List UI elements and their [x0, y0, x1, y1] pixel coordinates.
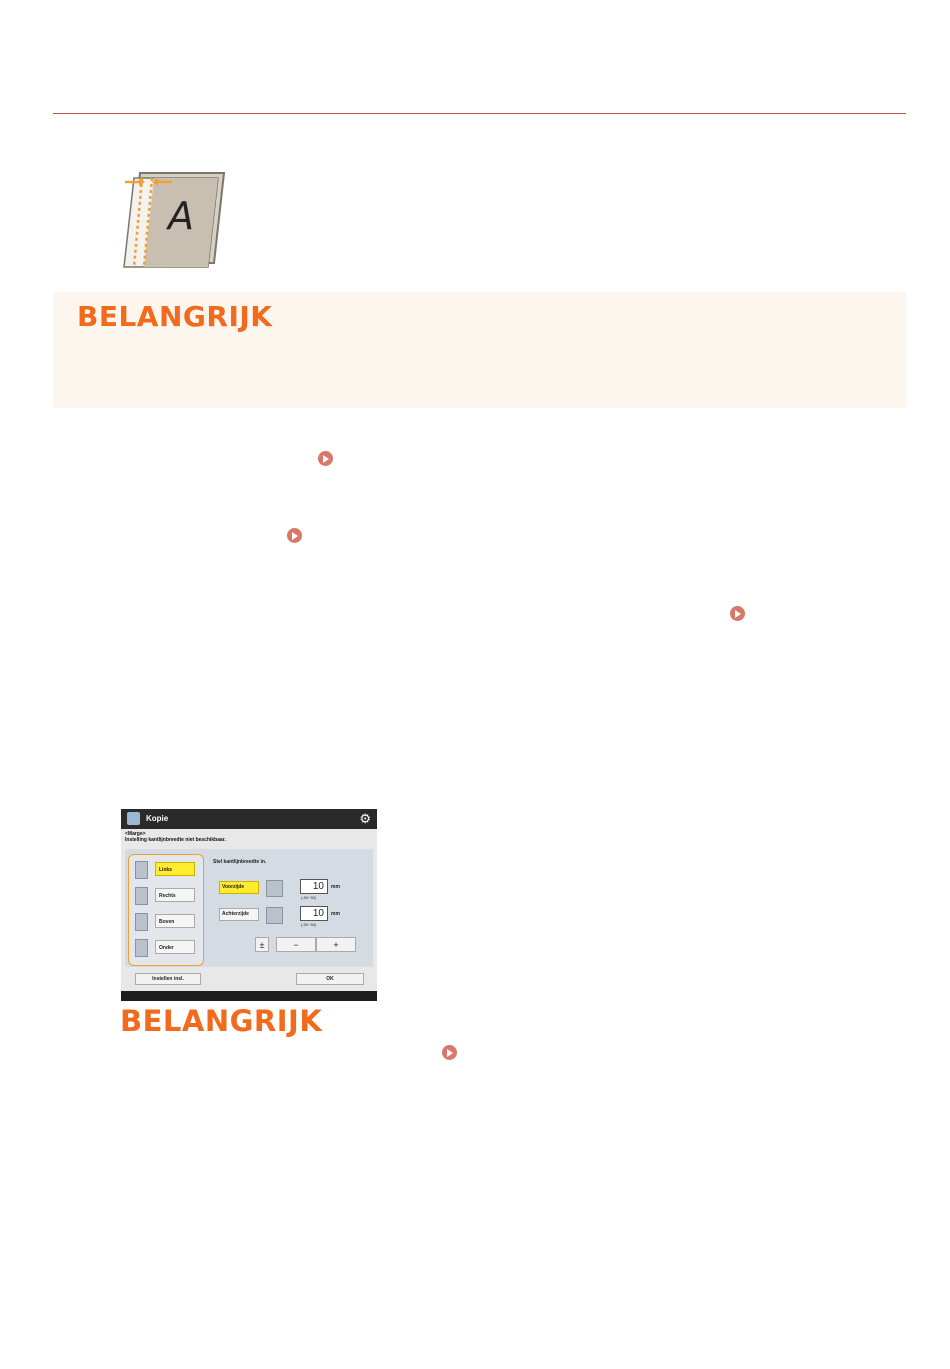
important-heading: BELANGRIJK — [77, 300, 273, 333]
back-margin-field[interactable]: 10 — [300, 906, 328, 921]
cancel-settings-button[interactable]: Instellen insl. — [135, 973, 201, 985]
page-bottom-icon — [135, 939, 148, 957]
screen-subtitle: <Marge> Instelling kantlijnbreedte niet beschikbaar. — [125, 831, 226, 843]
front-margin-field[interactable]: 10 — [300, 879, 328, 894]
page-graphic — [124, 173, 224, 267]
back-side-icon — [266, 907, 283, 924]
instruction-text: Stel kantlijnbreedte in. — [213, 859, 267, 865]
unit-label: mm — [331, 884, 340, 890]
link-arrow-icon[interactable] — [730, 606, 745, 621]
margin-values — [209, 854, 369, 964]
page-top-icon — [135, 913, 148, 931]
copy-app-icon — [127, 812, 140, 825]
front-side-icon — [266, 880, 283, 897]
increase-button[interactable]: + — [316, 937, 356, 952]
ok-button[interactable]: OK — [296, 973, 364, 985]
header-rule — [53, 113, 906, 114]
device-screenshot — [121, 809, 377, 1001]
side-option-top[interactable] — [133, 912, 199, 932]
decrease-button[interactable]: − — [276, 937, 316, 952]
page-left-icon — [135, 861, 148, 879]
link-arrow-icon[interactable] — [442, 1045, 457, 1060]
front-side-button[interactable]: Voorzijde — [219, 881, 259, 894]
side-selector — [128, 854, 204, 966]
screen-title-bar — [121, 809, 377, 829]
page-letter: A — [168, 194, 194, 238]
link-arrow-icon[interactable] — [318, 451, 333, 466]
back-side-button[interactable]: Achterzijde — [219, 908, 259, 921]
side-option-right[interactable] — [133, 886, 199, 906]
range-label: (-50~50) — [301, 922, 317, 927]
margin-illustration — [120, 165, 230, 270]
side-bottom-button[interactable]: Onder — [155, 940, 195, 954]
plus-minus-toggle-button[interactable]: ± — [255, 937, 269, 952]
screen-footer — [121, 969, 377, 991]
side-option-left[interactable] — [133, 860, 199, 880]
screen-bottom-bar — [121, 991, 377, 1001]
gear-icon[interactable]: ⚙ — [359, 811, 371, 826]
page-right-icon — [135, 887, 148, 905]
range-label: (-50~50) — [301, 895, 317, 900]
link-arrow-icon[interactable] — [287, 528, 302, 543]
side-right-button[interactable]: Rechts — [155, 888, 195, 902]
unit-label: mm — [331, 911, 340, 917]
side-top-button[interactable]: Boven — [155, 914, 195, 928]
side-left-button[interactable]: Links — [155, 862, 195, 876]
side-option-bottom[interactable] — [133, 938, 199, 958]
screen-title: Kopie — [146, 814, 169, 823]
important-heading-2: BELANGRIJK — [120, 1004, 323, 1038]
